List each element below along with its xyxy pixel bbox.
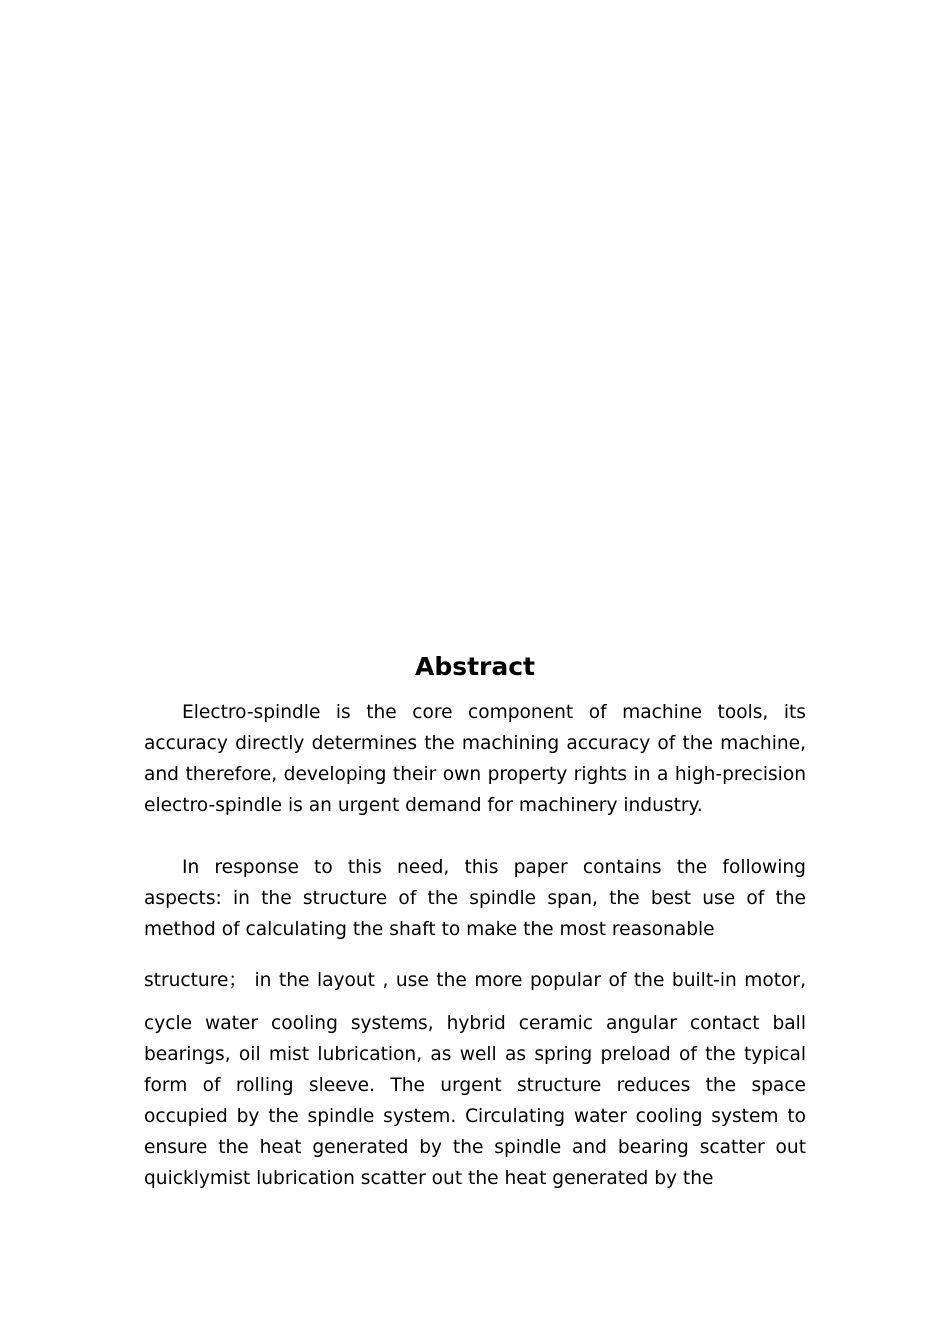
abstract-paragraph-2: In response to this need, this paper contains the following aspects: in the structure of the spindle span, the best use of the method of calculating the shaft to make the most reasonable [144, 857, 806, 940]
abstract-paragraph-2-line: structure； in the layout , use the more popular of the built-in motor, [144, 970, 806, 991]
abstract-paragraph-2-continued: cycle water cooling systems, hybrid ceramic angular contact ball bearings, oil mist lubrication, as well as spring preload of the typical form of rolling sleeve. The urgent structure reduces the space occupied by the spindle system. Circulating water cooling system to ensure the heat generated by the spindle and bearing scatter out quicklymist lubrication scatter out the heat generated by the [144, 1013, 806, 1189]
abstract-title: Abstract [414, 652, 536, 681]
abstract-paragraph-1: Electro-spindle is the core component of machine tools, its accuracy directly determines the machining accuracy of the machine, and therefore, developing their own property rights in a high-precision electro-spindle is an urgent demand for machinery industry. [144, 702, 806, 816]
